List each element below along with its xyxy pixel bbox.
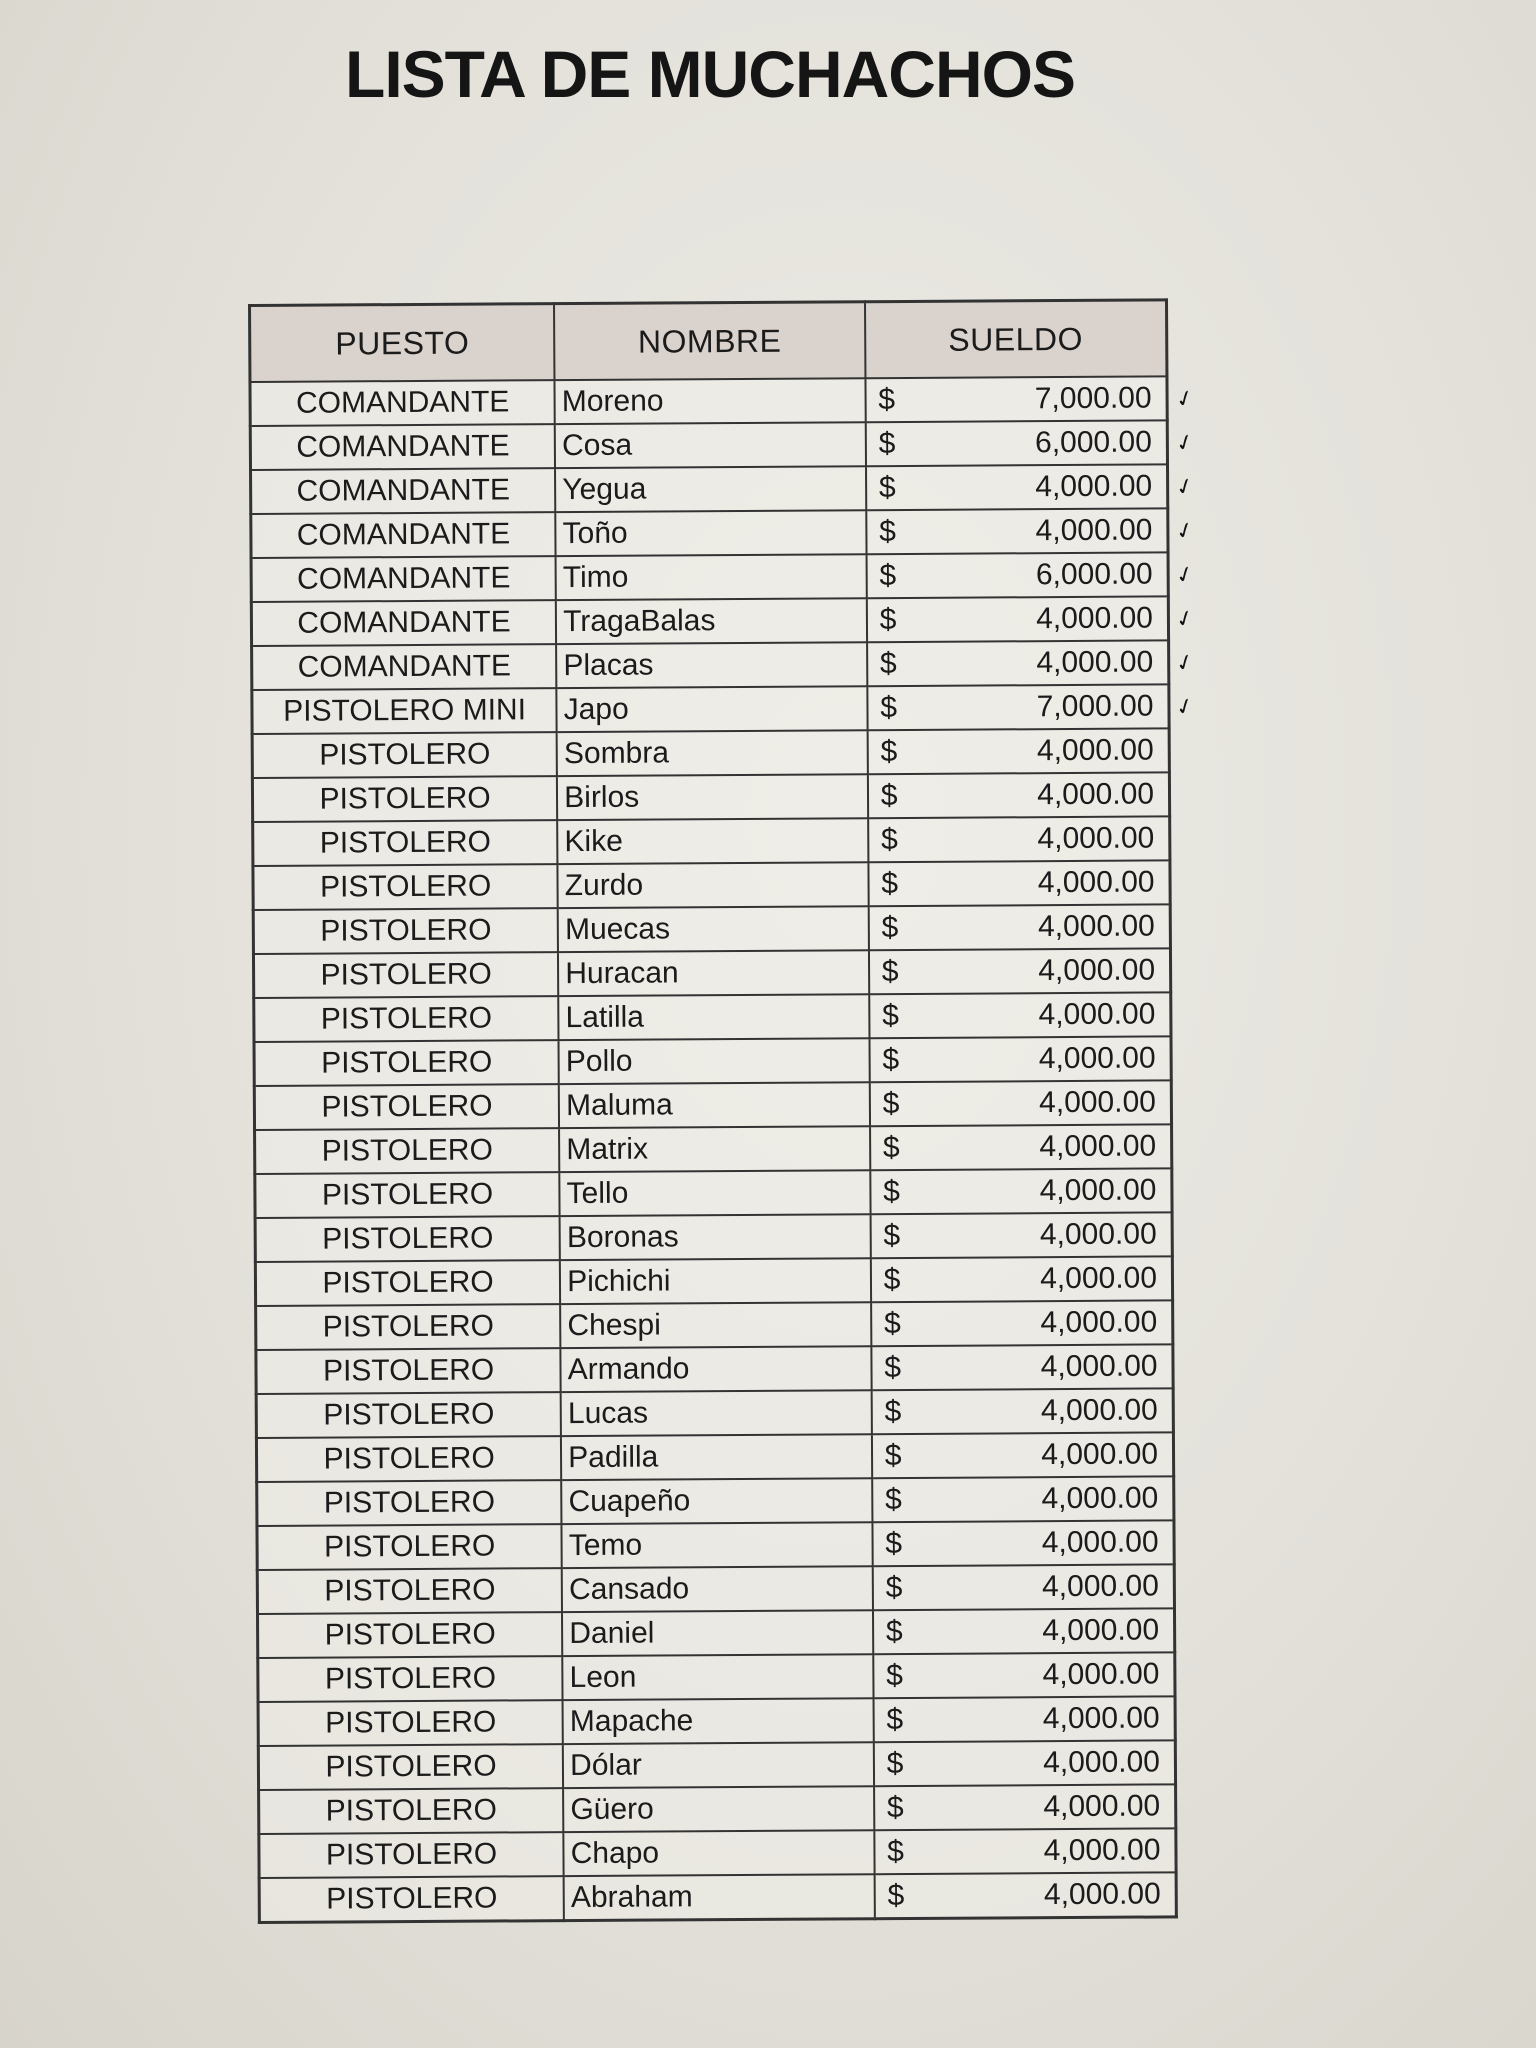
salary-amount: 4,000.00 (1038, 1041, 1156, 1076)
cell-nombre: Leon (562, 1654, 873, 1700)
table-row (257, 1476, 1174, 1526)
table-row (254, 992, 1171, 1042)
currency-symbol: $ (880, 691, 898, 725)
header-nombre: NOMBRE (554, 302, 865, 380)
cell-puesto: PISTOLERO (259, 1788, 564, 1834)
currency-symbol: $ (887, 1879, 905, 1913)
currency-symbol: $ (882, 1131, 900, 1165)
cell-sueldo (874, 1740, 1176, 1786)
cell-sueldo (868, 816, 1170, 862)
salary-amount: 4,000.00 (1037, 821, 1155, 856)
cell-nombre: Moreno (555, 378, 866, 424)
table-row (252, 684, 1169, 734)
table-row (251, 552, 1168, 602)
currency-symbol: $ (882, 1043, 900, 1077)
cell-sueldo (870, 1124, 1172, 1170)
currency-symbol: $ (886, 1703, 904, 1737)
cell-sueldo (869, 948, 1171, 994)
cell-sueldo (872, 1432, 1174, 1478)
checkmark-icon: ✓ (1172, 472, 1199, 503)
header-puesto: PUESTO (250, 304, 555, 382)
cell-sueldo (867, 596, 1169, 642)
cell-puesto: COMANDANTE (251, 512, 556, 558)
cell-puesto: COMANDANTE (251, 468, 556, 514)
cell-puesto: PISTOLERO (258, 1612, 563, 1658)
cell-nombre: Cuapeño (561, 1478, 872, 1524)
salary-amount: 4,000.00 (1036, 601, 1154, 636)
cell-puesto: PISTOLERO (258, 1656, 563, 1702)
cell-puesto: COMANDANTE (250, 380, 555, 426)
table-row (253, 860, 1170, 910)
cell-nombre: Tello (559, 1170, 870, 1216)
salary-amount: 6,000.00 (1035, 557, 1153, 592)
salary-amount: 4,000.00 (1039, 1085, 1156, 1120)
salary-amount: 4,000.00 (1039, 1217, 1157, 1252)
cell-puesto: PISTOLERO (256, 1304, 561, 1350)
salary-amount: 4,000.00 (1041, 1437, 1159, 1472)
salary-amount: 6,000.00 (1034, 425, 1152, 460)
cell-nombre: Matrix (559, 1126, 870, 1172)
cell-puesto: PISTOLERO (255, 1172, 560, 1218)
currency-symbol: $ (883, 1263, 901, 1297)
cell-nombre: Daniel (562, 1610, 873, 1656)
currency-symbol: $ (880, 823, 898, 857)
cell-sueldo (870, 1080, 1172, 1126)
cell-sueldo (873, 1564, 1175, 1610)
salary-amount: 4,000.00 (1043, 1789, 1161, 1824)
salary-amount: 4,000.00 (1043, 1745, 1161, 1780)
cell-nombre: Latilla (558, 994, 869, 1040)
table-row (255, 1256, 1172, 1306)
salary-amount: 4,000.00 (1041, 1569, 1159, 1604)
table-row (255, 1212, 1172, 1262)
header-sueldo: SUELDO (865, 300, 1167, 378)
cell-puesto: PISTOLERO (255, 1128, 560, 1174)
cell-nombre: TragaBalas (556, 598, 867, 644)
currency-symbol: $ (884, 1351, 902, 1385)
currency-symbol: $ (879, 559, 897, 593)
currency-symbol: $ (883, 1175, 901, 1209)
cell-sueldo (867, 684, 1169, 730)
table-row (252, 772, 1169, 822)
currency-symbol: $ (885, 1527, 903, 1561)
cell-nombre: Toño (555, 510, 866, 556)
checkmark-icon: ✓ (1172, 428, 1199, 459)
table-row (258, 1740, 1175, 1790)
cell-puesto: PISTOLERO (254, 996, 559, 1042)
cell-sueldo (871, 1300, 1173, 1346)
salary-amount: 4,000.00 (1040, 1349, 1158, 1384)
cell-puesto: COMANDANTE (252, 644, 557, 690)
checkmark-icon: ✓ (1172, 604, 1199, 635)
cell-puesto: PISTOLERO (253, 952, 558, 998)
cell-nombre: Birlos (557, 774, 868, 820)
cell-sueldo (873, 1696, 1175, 1742)
cell-sueldo (871, 1256, 1173, 1302)
cell-puesto: PISTOLERO (256, 1436, 561, 1482)
salary-amount: 4,000.00 (1037, 777, 1155, 812)
cell-sueldo (866, 420, 1168, 466)
salary-amount: 4,000.00 (1042, 1701, 1160, 1736)
currency-symbol: $ (886, 1791, 904, 1825)
currency-symbol: $ (884, 1439, 902, 1473)
currency-symbol: $ (883, 1219, 901, 1253)
salary-amount: 7,000.00 (1036, 689, 1154, 724)
cell-nombre: Timo (556, 554, 867, 600)
cell-sueldo (873, 1608, 1175, 1654)
cell-puesto: PISTOLERO (257, 1524, 562, 1570)
salary-amount: 4,000.00 (1040, 1305, 1158, 1340)
checkmark-icon: ✓ (1172, 516, 1199, 547)
table-row (253, 816, 1170, 866)
cell-nombre: Cosa (555, 422, 866, 468)
currency-symbol: $ (882, 999, 899, 1033)
table-row (258, 1608, 1175, 1658)
cell-nombre: Kike (557, 818, 868, 864)
cell-nombre: Mapache (563, 1698, 874, 1744)
cell-nombre: Huracan (558, 950, 869, 996)
cell-sueldo (866, 508, 1168, 554)
cell-puesto: COMANDANTE (251, 556, 556, 602)
roster-table (248, 298, 1178, 1924)
currency-symbol: $ (884, 1483, 902, 1517)
salary-amount: 4,000.00 (1041, 1481, 1159, 1516)
cell-puesto: COMANDANTE (251, 600, 556, 646)
cell-nombre: Muecas (558, 906, 869, 952)
currency-symbol: $ (878, 383, 896, 417)
currency-symbol: $ (880, 779, 898, 813)
table-row (256, 1344, 1173, 1394)
cell-puesto: PISTOLERO (254, 1040, 559, 1086)
cell-sueldo (865, 376, 1167, 422)
table-row (257, 1564, 1174, 1614)
salary-amount: 4,000.00 (1043, 1833, 1161, 1868)
currency-symbol: $ (887, 1835, 905, 1869)
cell-puesto: PISTOLERO (259, 1832, 564, 1878)
cell-sueldo (867, 640, 1169, 686)
cell-puesto: PISTOLERO (253, 908, 558, 954)
checkmark-icon: ✓ (1172, 692, 1199, 723)
table-row (259, 1828, 1176, 1878)
currency-symbol: $ (883, 1307, 901, 1341)
currency-symbol: $ (881, 867, 899, 901)
table-row (252, 728, 1169, 778)
table-row (254, 1036, 1171, 1086)
currency-symbol: $ (881, 955, 899, 989)
currency-symbol: $ (884, 1395, 902, 1429)
cell-sueldo (866, 464, 1168, 510)
currency-symbol: $ (885, 1571, 903, 1605)
salary-amount: 4,000.00 (1040, 1261, 1158, 1296)
cell-sueldo (871, 1388, 1173, 1434)
currency-symbol: $ (879, 647, 897, 681)
cell-puesto: PISTOLERO (257, 1480, 562, 1526)
cell-puesto: PISTOLERO (255, 1216, 560, 1262)
cell-puesto: PISTOLERO (257, 1568, 562, 1614)
salary-amount: 4,000.00 (1042, 1657, 1160, 1692)
table-row (258, 1652, 1175, 1702)
checkmark-icon: ✓ (1172, 384, 1199, 415)
cell-nombre: Pichichi (560, 1258, 871, 1304)
cell-nombre: Pollo (559, 1038, 870, 1084)
cell-puesto: PISTOLERO (256, 1392, 561, 1438)
table-header-row (250, 300, 1167, 382)
currency-symbol: $ (878, 471, 896, 505)
cell-sueldo (870, 1168, 1172, 1214)
cell-puesto: PISTOLERO (253, 820, 558, 866)
salary-amount: 4,000.00 (1036, 645, 1154, 680)
table-row (258, 1696, 1175, 1746)
cell-puesto: PISTOLERO (258, 1700, 563, 1746)
cell-nombre: Abraham (564, 1874, 875, 1920)
currency-symbol: $ (885, 1615, 903, 1649)
cell-puesto: PISTOLERO (258, 1744, 563, 1790)
cell-nombre: Zurdo (558, 862, 869, 908)
cell-nombre: Padilla (561, 1434, 872, 1480)
cell-puesto: COMANDANTE (250, 424, 555, 470)
salary-amount: 4,000.00 (1042, 1613, 1160, 1648)
currency-symbol: $ (878, 427, 896, 461)
cell-sueldo (873, 1652, 1175, 1698)
table-row (256, 1432, 1173, 1482)
cell-sueldo (872, 1520, 1174, 1566)
table-row (255, 1168, 1172, 1218)
cell-puesto: PISTOLERO (254, 1084, 559, 1130)
cell-puesto: PISTOLERO (252, 776, 557, 822)
cell-sueldo (874, 1784, 1176, 1830)
currency-symbol: $ (880, 735, 898, 769)
cell-nombre: Dólar (563, 1742, 874, 1788)
salary-amount: 4,000.00 (1035, 513, 1153, 548)
cell-nombre: Placas (556, 642, 867, 688)
cell-sueldo (874, 1872, 1176, 1918)
salary-amount: 4,000.00 (1036, 733, 1154, 768)
currency-symbol: $ (886, 1747, 904, 1781)
salary-amount: 4,000.00 (1037, 909, 1155, 944)
table-row (251, 464, 1168, 514)
cell-sueldo (868, 860, 1170, 906)
table-row (252, 640, 1169, 690)
table-row (250, 420, 1167, 470)
currency-symbol: $ (881, 911, 899, 945)
salary-amount: 4,000.00 (1035, 469, 1153, 504)
table-row (251, 508, 1168, 558)
cell-sueldo (869, 1036, 1171, 1082)
cell-nombre: Temo (562, 1522, 873, 1568)
cell-nombre: Lucas (561, 1390, 872, 1436)
cell-sueldo (866, 552, 1168, 598)
cell-sueldo (868, 772, 1170, 818)
cell-sueldo (874, 1828, 1176, 1874)
cell-puesto: PISTOLERO (256, 1348, 561, 1394)
cell-sueldo (872, 1476, 1174, 1522)
table-row (256, 1388, 1173, 1438)
cell-nombre: Yegua (555, 466, 866, 512)
cell-puesto: PISTOLERO (255, 1260, 560, 1306)
currency-symbol: $ (886, 1659, 903, 1693)
table-row (254, 1080, 1171, 1130)
currency-symbol: $ (879, 603, 897, 637)
salary-amount: 4,000.00 (1041, 1525, 1159, 1560)
cell-nombre: Maluma (559, 1082, 870, 1128)
cell-sueldo (868, 904, 1170, 950)
checkmark-icon: ✓ (1172, 648, 1199, 679)
cell-sueldo (870, 1212, 1172, 1258)
table-row (259, 1784, 1176, 1834)
cell-nombre: Japo (557, 686, 868, 732)
cell-puesto: PISTOLERO MINI (252, 688, 557, 734)
cell-nombre: Güero (563, 1786, 874, 1832)
cell-puesto: PISTOLERO (252, 732, 557, 778)
page-title: LISTA DE MUCHACHOS (345, 37, 1075, 111)
table-row (253, 904, 1170, 954)
table-row (251, 596, 1168, 646)
cell-nombre: Chespi (560, 1302, 871, 1348)
cell-nombre: Sombra (557, 730, 868, 776)
cell-nombre: Boronas (560, 1214, 871, 1260)
salary-amount: 4,000.00 (1039, 1173, 1157, 1208)
checkmark-icon: ✓ (1172, 560, 1199, 591)
table-body (250, 376, 1176, 1922)
table-row (257, 1520, 1174, 1570)
cell-sueldo (871, 1344, 1173, 1390)
table-row (259, 1872, 1176, 1922)
cell-puesto: PISTOLERO (253, 864, 558, 910)
salary-amount: 4,000.00 (1037, 865, 1155, 900)
cell-sueldo (869, 992, 1171, 1038)
salary-amount: 4,000.00 (1038, 997, 1156, 1032)
table-row (253, 948, 1170, 998)
table-row (250, 376, 1167, 426)
table-row (255, 1124, 1172, 1174)
table-row (256, 1300, 1173, 1350)
salary-amount: 7,000.00 (1034, 381, 1152, 416)
cell-nombre: Cansado (562, 1566, 873, 1612)
salary-amount: 4,000.00 (1043, 1877, 1161, 1912)
cell-nombre: Chapo (564, 1830, 875, 1876)
salary-amount: 4,000.00 (1039, 1129, 1157, 1164)
salary-amount: 4,000.00 (1038, 953, 1156, 988)
salary-amount: 4,000.00 (1040, 1393, 1158, 1428)
cell-sueldo (867, 728, 1169, 774)
cell-puesto: PISTOLERO (259, 1876, 564, 1922)
currency-symbol: $ (879, 515, 896, 549)
currency-symbol: $ (882, 1087, 900, 1121)
cell-nombre: Armando (561, 1346, 872, 1392)
